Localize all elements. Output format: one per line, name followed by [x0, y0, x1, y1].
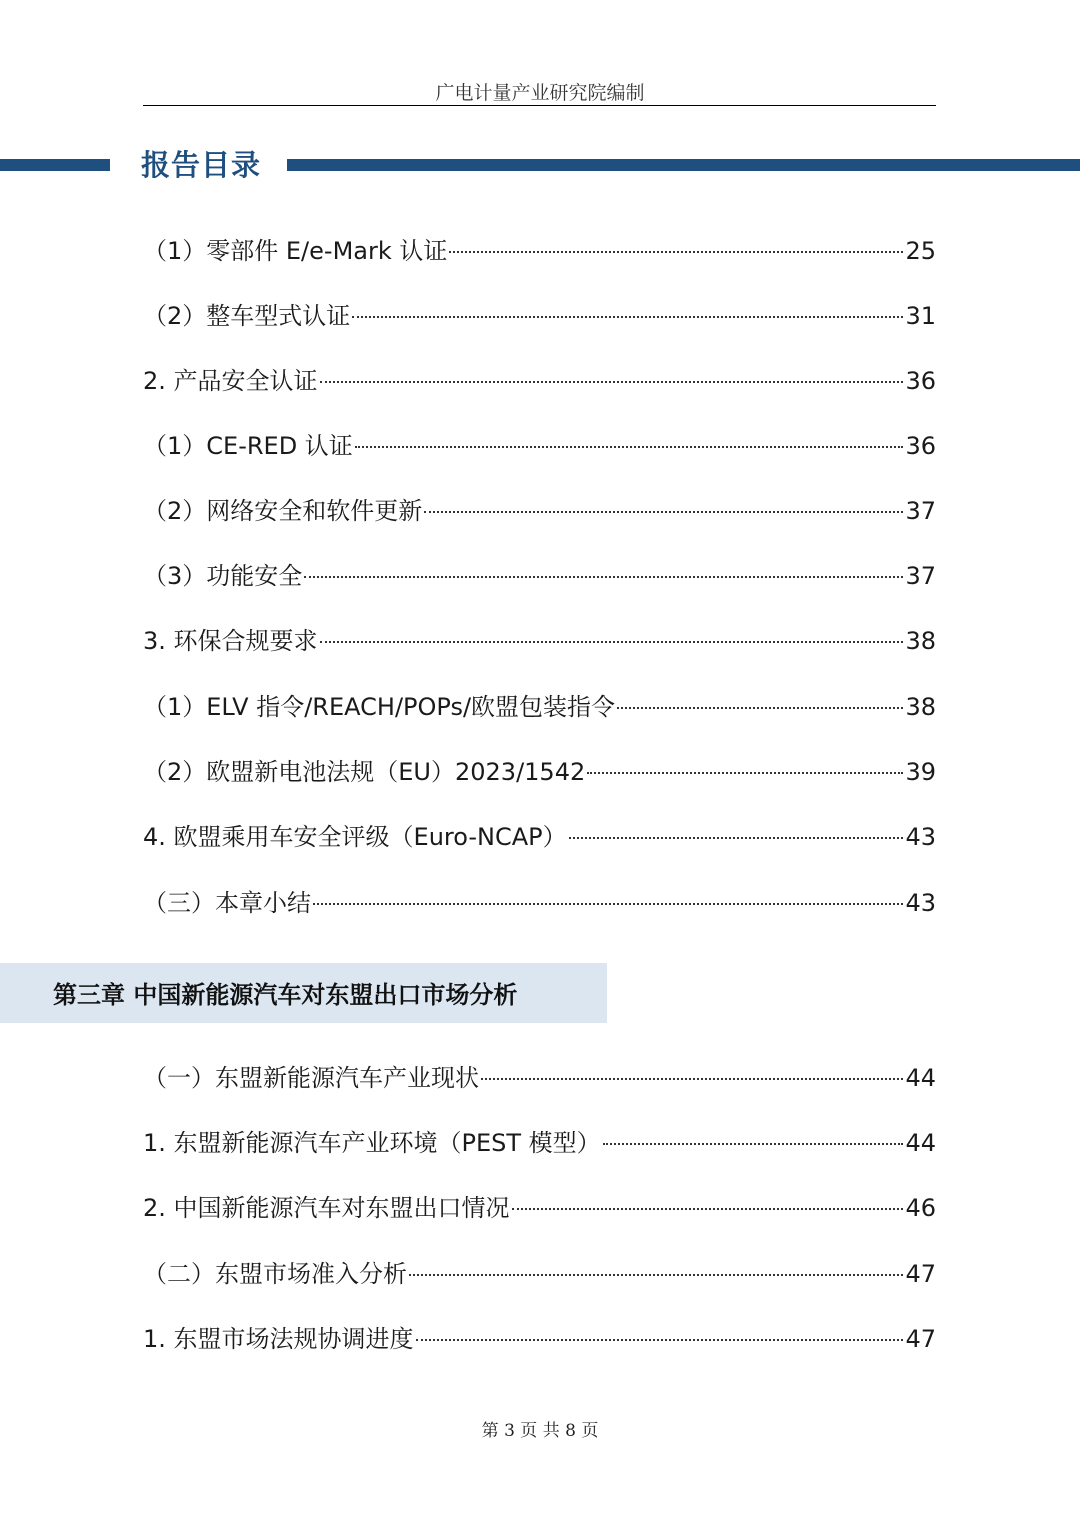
toc-entry-page: 36 [905, 367, 936, 395]
toc-entry-label: （2）网络安全和软件更新 [143, 497, 423, 525]
toc-leader-dots [355, 446, 904, 448]
toc-entry-label: 3. 环保合规要求 [143, 627, 318, 655]
toc-entry[interactable] [143, 690, 936, 724]
toc-entry-label: 2. 中国新能源汽车对东盟出口情况 [143, 1194, 510, 1222]
toc-entry[interactable] [143, 755, 936, 789]
toc-entry-label: 1. 东盟市场法规协调进度 [143, 1325, 414, 1353]
title-bar-left [0, 159, 110, 171]
toc-entry-label: （3）功能安全 [143, 562, 303, 590]
toc-leader-dots [424, 511, 903, 513]
toc-entry[interactable] [143, 559, 936, 593]
toc-entry-page: 39 [905, 758, 936, 786]
toc-entry[interactable] [143, 886, 936, 920]
page-header: 广电计量产业研究院编制 [435, 82, 645, 104]
toc-entry-page: 43 [905, 823, 936, 851]
toc-leader-dots [481, 1078, 903, 1080]
toc-entry-page: 36 [905, 432, 936, 460]
toc-entry[interactable] [143, 494, 936, 528]
toc-entry-label: 4. 欧盟乘用车安全评级（Euro-NCAP） [143, 823, 567, 851]
toc-entry-label: 1. 东盟新能源汽车产业环境（PEST 模型） [143, 1129, 601, 1157]
toc-leader-dots [569, 837, 904, 839]
page-footer: 第 3 页 共 8 页 [481, 1421, 599, 1441]
toc-entry-page: 25 [905, 237, 936, 265]
toc-entry[interactable] [143, 364, 936, 398]
toc-entry-page: 43 [905, 889, 936, 917]
toc-leader-dots [313, 903, 903, 905]
toc-entry-page: 38 [905, 627, 936, 655]
toc-entry[interactable] [143, 1191, 936, 1225]
toc-entry[interactable] [143, 624, 936, 658]
toc-entry-page: 47 [905, 1325, 936, 1353]
toc-entry-page: 37 [905, 497, 936, 525]
toc-entry-label: （2）整车型式认证 [143, 302, 351, 330]
toc-entry-label: （1）ELV 指令/REACH/POPs/欧盟包装指令 [143, 693, 616, 721]
toc-leader-dots [409, 1274, 903, 1276]
header-rule [143, 105, 936, 106]
toc-entry-page: 37 [905, 562, 936, 590]
title-bar-right [287, 159, 1080, 171]
toc-entry-label: （三）本章小结 [143, 889, 311, 917]
toc-entry-page: 44 [905, 1129, 936, 1157]
toc-entry[interactable] [143, 1126, 936, 1160]
toc-entry-label: （1）CE-RED 认证 [143, 432, 353, 460]
toc-entry-label: （一）东盟新能源汽车产业现状 [143, 1064, 479, 1092]
toc-leader-dots [352, 316, 903, 318]
toc-entry[interactable] [143, 1322, 936, 1356]
toc-entry-page: 38 [905, 693, 936, 721]
toc-leader-dots [603, 1143, 904, 1145]
chapter-title[interactable]: 第三章 中国新能源汽车对东盟出口市场分析 [53, 981, 518, 1009]
toc-entry[interactable] [143, 299, 936, 333]
toc-entry-label: （二）东盟市场准入分析 [143, 1260, 407, 1288]
toc-leader-dots [617, 707, 903, 709]
toc-leader-dots [320, 381, 904, 383]
toc-entry-page: 46 [905, 1194, 936, 1222]
toc-leader-dots [304, 576, 903, 578]
toc-entry-page: 47 [905, 1260, 936, 1288]
section-title: 报告目录 [141, 148, 262, 182]
toc-entry[interactable] [143, 429, 936, 463]
toc-entry[interactable] [143, 820, 936, 854]
toc-leader-dots [416, 1339, 904, 1341]
toc-leader-dots [320, 641, 904, 643]
toc-entry[interactable] [143, 234, 936, 268]
toc-entry[interactable] [143, 1257, 936, 1291]
toc-entry-page: 31 [905, 302, 936, 330]
toc-entry-label: （1）零部件 E/e-Mark 认证 [143, 237, 448, 265]
toc-entry-page: 44 [905, 1064, 936, 1092]
toc-leader-dots [587, 772, 903, 774]
toc-leader-dots [449, 251, 903, 253]
toc-entry-label: 2. 产品安全认证 [143, 367, 318, 395]
toc-leader-dots [512, 1208, 904, 1210]
toc-entry-label: （2）欧盟新电池法规（EU）2023/1542 [143, 758, 586, 786]
toc-entry[interactable] [143, 1061, 936, 1095]
